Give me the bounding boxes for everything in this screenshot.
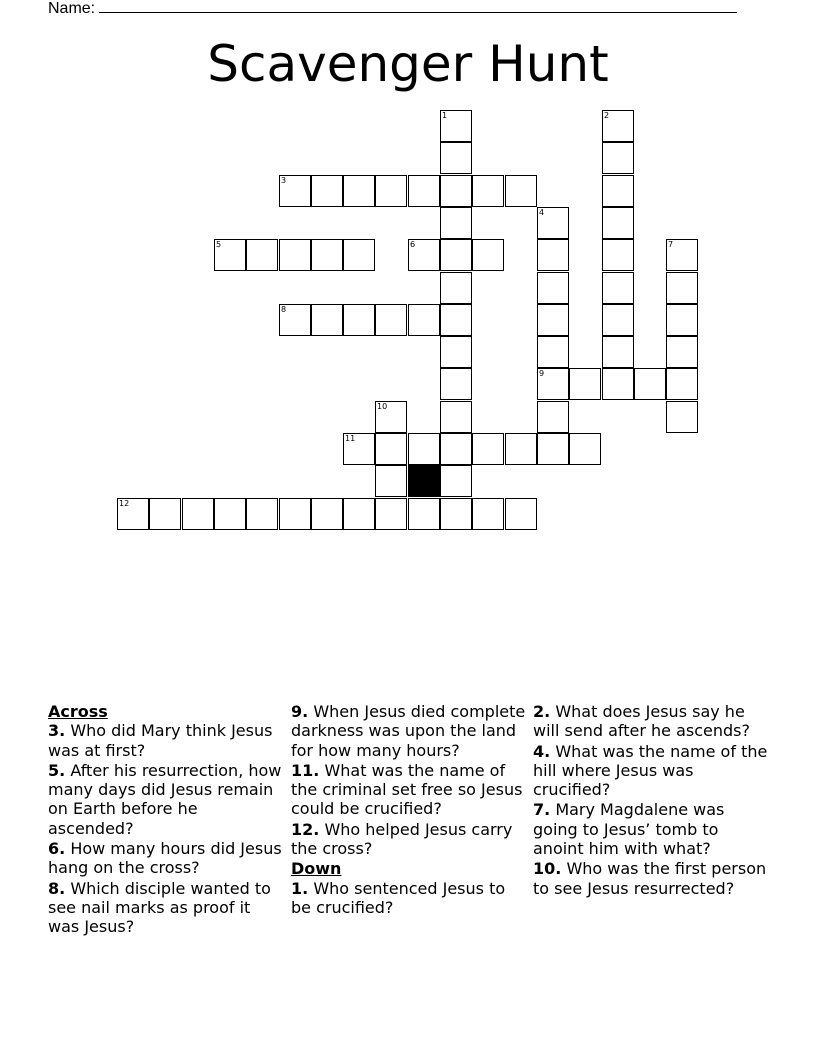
grid-cell[interactable] xyxy=(472,498,504,530)
clue-item xyxy=(533,800,769,858)
grid-cell[interactable] xyxy=(311,498,343,530)
clue-item xyxy=(48,839,284,878)
clue-item xyxy=(48,721,284,760)
grid-cell[interactable] xyxy=(537,304,569,336)
clue-text: What was the name of the criminal set free so Jesus could be crucified? xyxy=(291,760,523,819)
grid-cell[interactable] xyxy=(343,175,375,207)
grid-cell[interactable] xyxy=(182,498,214,530)
grid-cell[interactable] xyxy=(634,368,666,400)
clue-number-label: 10 xyxy=(377,402,388,411)
grid-cell[interactable] xyxy=(666,368,698,400)
grid-cell[interactable] xyxy=(569,368,601,400)
grid-cell[interactable] xyxy=(440,110,472,142)
grid-cell[interactable] xyxy=(440,498,472,530)
clue-text: What was the name of the hill where Jesus was crucified? xyxy=(533,741,768,800)
grid-cell[interactable] xyxy=(343,239,375,271)
clue-text: Who did Mary think Jesus was at first? xyxy=(48,721,273,760)
clue-number-label: 1 xyxy=(442,111,448,120)
grid-cell[interactable] xyxy=(440,272,472,304)
grid-cell[interactable] xyxy=(440,368,472,400)
grid-cell[interactable] xyxy=(375,175,407,207)
clue-number-label: 2 xyxy=(604,111,610,120)
clue-number-label: 6 xyxy=(410,240,416,249)
name-label: Name: xyxy=(48,0,96,17)
clue-number: 11. xyxy=(291,760,320,780)
grid-cell[interactable] xyxy=(537,368,569,400)
clue-number: 10. xyxy=(533,859,562,879)
grid-cell[interactable] xyxy=(408,175,440,207)
grid-cell[interactable] xyxy=(375,433,407,465)
grid-cell[interactable] xyxy=(666,401,698,433)
clue-number-label: 5 xyxy=(216,240,222,249)
clue-item xyxy=(291,761,527,819)
grid-cell[interactable] xyxy=(666,304,698,336)
grid-cell[interactable] xyxy=(602,207,634,239)
page-title: Scavenger Hunt xyxy=(207,35,609,93)
grid-cell[interactable] xyxy=(537,239,569,271)
clue-number-label: 9 xyxy=(539,369,545,378)
clue-number-label: 12 xyxy=(119,499,130,508)
grid-cell[interactable] xyxy=(602,142,634,174)
grid-cell[interactable] xyxy=(472,433,504,465)
clue-number: 8. xyxy=(48,878,66,898)
grid-cell[interactable] xyxy=(602,175,634,207)
grid-cell[interactable] xyxy=(472,175,504,207)
clues-column-2 xyxy=(291,702,527,918)
black-cell xyxy=(408,465,440,497)
grid-cell[interactable] xyxy=(472,239,504,271)
grid-cell[interactable] xyxy=(279,239,311,271)
grid-cell[interactable] xyxy=(408,433,440,465)
grid-cell[interactable] xyxy=(343,433,375,465)
grid-cell[interactable] xyxy=(375,401,407,433)
clue-text: After his resurrection, how many days did Jesus remain on Earth before he ascended? xyxy=(48,760,282,838)
grid-cell[interactable] xyxy=(602,304,634,336)
grid-cell[interactable] xyxy=(440,433,472,465)
clue-number-label: 3 xyxy=(281,176,287,185)
clue-item xyxy=(533,859,769,898)
grid-cell[interactable] xyxy=(440,142,472,174)
clue-number-label: 7 xyxy=(668,240,674,249)
clue-number: 4. xyxy=(533,741,551,761)
grid-cell[interactable] xyxy=(602,336,634,368)
grid-cell[interactable] xyxy=(440,465,472,497)
down-heading: Down xyxy=(291,859,342,879)
clue-number: 7. xyxy=(533,800,551,820)
clue-number: 12. xyxy=(291,819,320,839)
grid-cell[interactable] xyxy=(666,272,698,304)
grid-cell[interactable] xyxy=(537,207,569,239)
grid-cell[interactable] xyxy=(214,239,246,271)
grid-cell[interactable] xyxy=(408,304,440,336)
clue-item xyxy=(291,820,527,859)
grid-cell[interactable] xyxy=(279,304,311,336)
grid-cell[interactable] xyxy=(537,272,569,304)
grid-cell[interactable] xyxy=(279,175,311,207)
clue-text: Mary Magdalene was going to Jesus’ tomb to anoint him with what? xyxy=(533,800,725,859)
grid-cell[interactable] xyxy=(505,433,537,465)
clue-number: 5. xyxy=(48,760,66,780)
grid-cell[interactable] xyxy=(375,498,407,530)
grid-cell[interactable] xyxy=(408,239,440,271)
clue-number-label: 11 xyxy=(345,434,356,443)
grid-cell[interactable] xyxy=(343,498,375,530)
grid-cell[interactable] xyxy=(505,498,537,530)
grid-cell[interactable] xyxy=(343,304,375,336)
grid-cell[interactable] xyxy=(666,336,698,368)
clue-item xyxy=(291,879,527,918)
clue-number: 9. xyxy=(291,702,309,721)
grid-cell[interactable] xyxy=(569,433,601,465)
grid-cell[interactable] xyxy=(440,304,472,336)
clue-text: Who helped Jesus carry the cross? xyxy=(291,819,513,859)
clue-text: Who was the first person to see Jesus resurrected? xyxy=(533,859,767,898)
grid-cell[interactable] xyxy=(440,207,472,239)
grid-cell[interactable] xyxy=(117,498,149,530)
grid-cell[interactable] xyxy=(440,175,472,207)
grid-cell[interactable] xyxy=(311,239,343,271)
clues-column-3 xyxy=(533,702,769,899)
grid-cell[interactable] xyxy=(505,175,537,207)
clue-number: 2. xyxy=(533,702,551,721)
grid-cell[interactable] xyxy=(602,272,634,304)
grid-cell[interactable] xyxy=(375,465,407,497)
clue-number-label: 4 xyxy=(539,208,545,217)
grid-cell[interactable] xyxy=(602,110,634,142)
across-heading: Across xyxy=(48,702,108,721)
clues-column-1 xyxy=(48,702,284,938)
grid-cell[interactable] xyxy=(375,304,407,336)
grid-cell[interactable] xyxy=(149,498,181,530)
clue-item xyxy=(48,879,284,937)
grid-cell[interactable] xyxy=(246,239,278,271)
grid-cell[interactable] xyxy=(440,401,472,433)
grid-cell[interactable] xyxy=(602,239,634,271)
clue-item xyxy=(48,761,284,838)
clue-item xyxy=(533,742,769,800)
grid-cell[interactable] xyxy=(311,304,343,336)
clue-text: When Jesus died complete darkness was upon the land for how many hours? xyxy=(291,702,526,760)
clue-number: 1. xyxy=(291,878,309,898)
clue-text: What does Jesus say he will send after he ascends? xyxy=(533,702,750,741)
clue-number-label: 8 xyxy=(281,305,287,314)
clue-text: Which disciple wanted to see nail marks as proof it was Jesus? xyxy=(48,878,271,937)
grid-cell[interactable] xyxy=(666,239,698,271)
grid-cell[interactable] xyxy=(537,433,569,465)
clue-number: 6. xyxy=(48,839,66,859)
clue-text: How many hours did Jesus hang on the cross? xyxy=(48,839,282,878)
grid-cell[interactable] xyxy=(311,175,343,207)
grid-cell[interactable] xyxy=(440,239,472,271)
clue-number: 3. xyxy=(48,721,66,741)
grid-cell[interactable] xyxy=(537,401,569,433)
clue-item xyxy=(291,702,527,760)
grid-cell[interactable] xyxy=(440,336,472,368)
grid-cell[interactable] xyxy=(537,336,569,368)
grid-cell[interactable] xyxy=(602,368,634,400)
clue-item xyxy=(533,702,769,741)
grid-cell[interactable] xyxy=(408,498,440,530)
grid-cell[interactable] xyxy=(246,498,278,530)
grid-cell[interactable] xyxy=(214,498,246,530)
grid-cell[interactable] xyxy=(279,498,311,530)
clue-text: Who sentenced Jesus to be crucified? xyxy=(291,878,506,917)
